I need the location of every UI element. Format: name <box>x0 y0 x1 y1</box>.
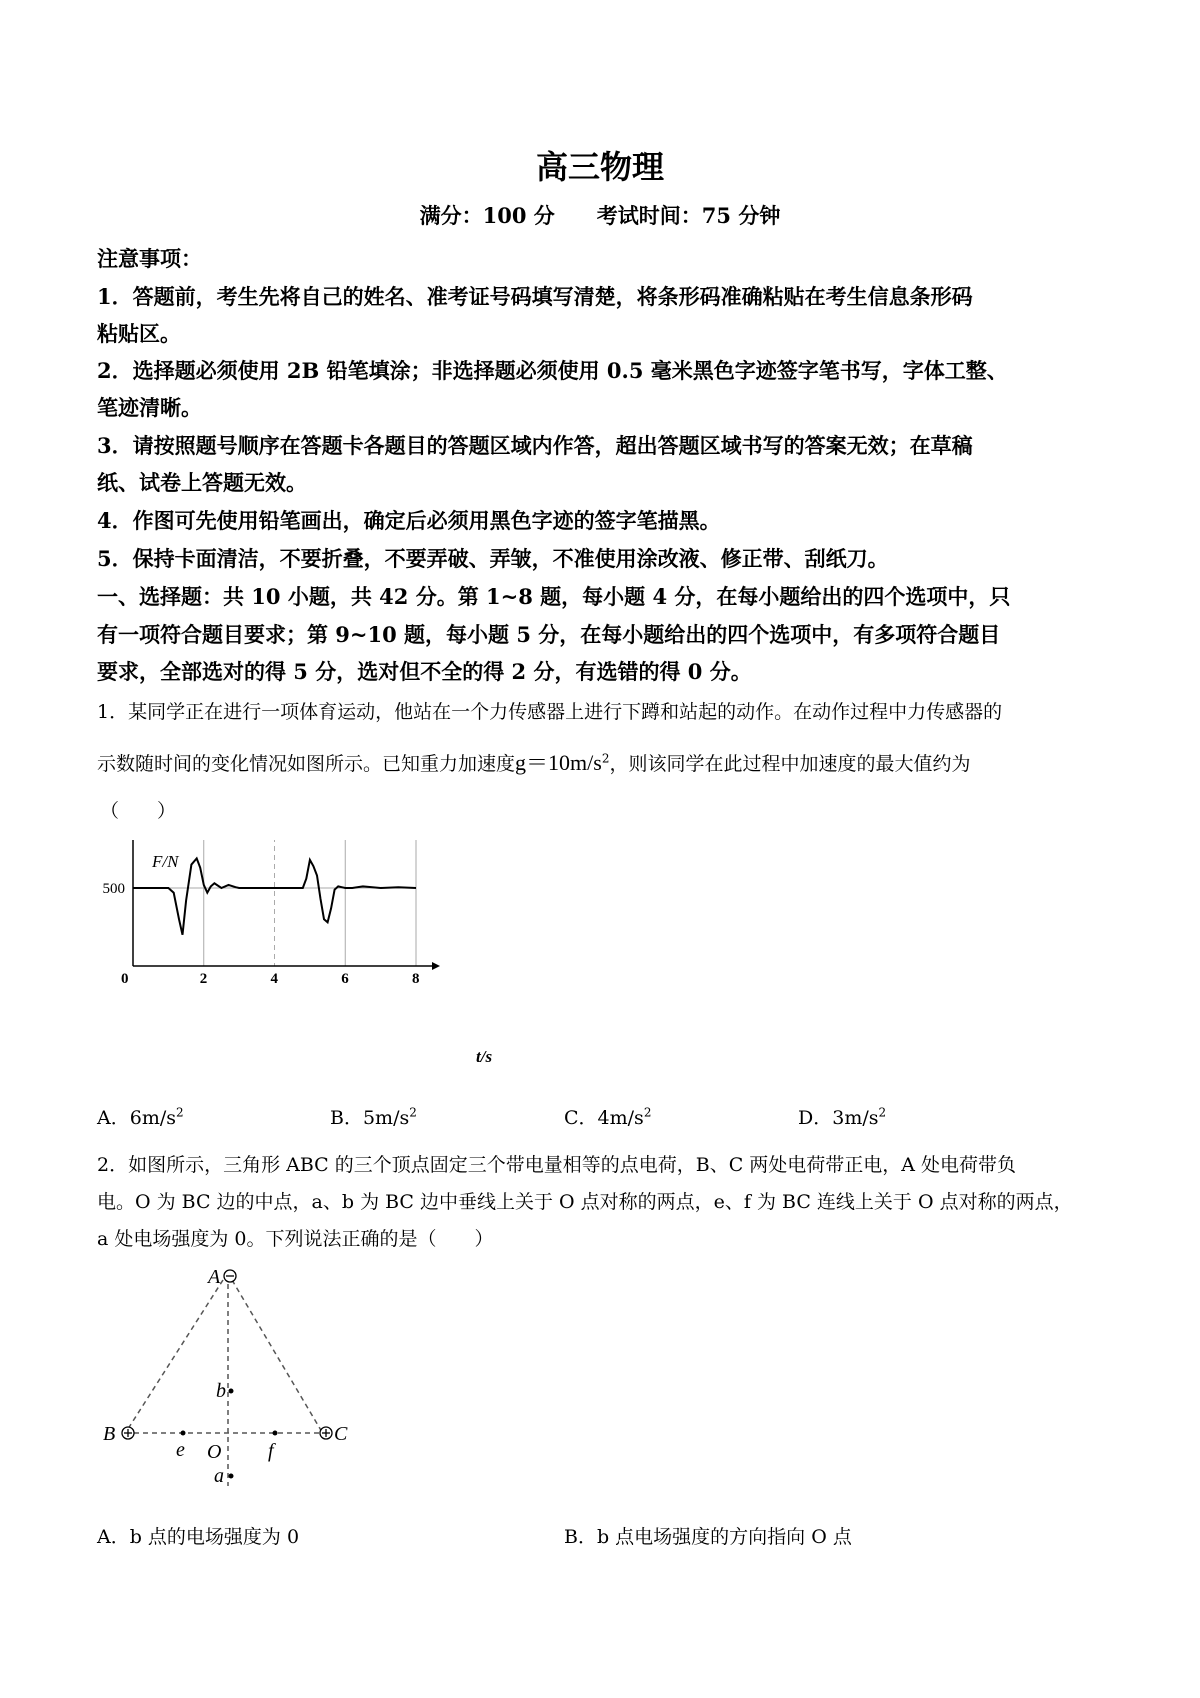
q1-stem-text: 示数随时间的变化情况如图所示。已知重力加速度 <box>97 753 516 775</box>
option-value: 6m/s <box>129 1107 176 1129</box>
section-line: 要求，全部选对的得 5 分，选对但不全的得 2 分，有选错的得 0 分。 <box>97 659 752 684</box>
option-label: B． <box>330 1107 363 1129</box>
q1-stem-text: ，则该同学在此过程中加速度的最大值约为 <box>609 753 971 775</box>
point-b <box>229 1389 234 1394</box>
option-b[interactable] <box>330 1103 417 1130</box>
label-e: e <box>176 1439 185 1461</box>
point-e <box>181 1431 186 1436</box>
x-tick-label: 6 <box>341 971 349 987</box>
option-label: D． <box>798 1107 833 1129</box>
q2-option-b[interactable]: B．b 点电场强度的方向指向 O 点 <box>564 1526 852 1548</box>
x-tick-label: 4 <box>270 971 278 987</box>
option-label: A． <box>97 1107 130 1129</box>
notice-line: 粘贴区。 <box>97 321 181 346</box>
label-c-vertex: C <box>334 1423 348 1445</box>
option-exponent: 2 <box>176 1105 184 1120</box>
notice-line: 3．请按照题号顺序在答题卡各题目的答题区域内作答，超出答题区域书写的答案无效；在草稿 <box>97 433 973 458</box>
label-b-point: b <box>216 1380 226 1402</box>
q1-stem-line: 1．某同学正在进行一项体育运动，他站在一个力传感器上进行下蹲和站起的动作。在动作过程中力传感器的 <box>97 701 1003 723</box>
point-f <box>273 1431 278 1436</box>
x-tick-label: 8 <box>412 971 420 987</box>
point-a <box>229 1474 234 1479</box>
side-ab <box>126 1280 223 1432</box>
notice-line: 1．答题前，考生先将自己的姓名、准考证号码填写清楚，将条形码准确粘贴在考生信息条形码 <box>97 284 973 309</box>
notice-heading: 注意事项： <box>97 246 202 271</box>
notice-line: 4．作图可先使用铅笔画出，确定后必须用黑色字迹的签字笔描黑。 <box>97 508 721 533</box>
page-title: 高三物理 <box>535 148 664 186</box>
q1-stem-line <box>97 746 970 777</box>
option-d[interactable] <box>798 1103 886 1130</box>
q2-option-a[interactable]: A．b 点的电场强度为 0 <box>97 1526 300 1548</box>
option-exponent: 2 <box>409 1105 417 1120</box>
label-f: f <box>268 1440 274 1462</box>
notice-line: 2．选择题必须使用 2B 铅笔填涂；非选择题必须使用 0.5 毫米黑色字迹签字笔书写，字体工整、 <box>97 358 1008 383</box>
answer-bracket: （ ） <box>100 800 177 822</box>
q2-stem-line: 电。O 为 BC 边的中点，a、b 为 BC 边中垂线上关于 O 点对称的两点，e、f 为 BC 连线上关于 O 点对称的两点， <box>97 1191 1073 1213</box>
x-axis-arrow <box>432 962 440 970</box>
option-a[interactable] <box>97 1103 184 1130</box>
option-label: C． <box>564 1107 598 1129</box>
notice-line: 5．保持卡面清洁，不要折叠，不要弄破、弄皱，不准使用涂改液、修正带、刮纸刀。 <box>97 546 889 571</box>
notice-line: 纸、试卷上答题无效。 <box>97 470 307 495</box>
label-o: O <box>207 1441 222 1463</box>
option-exponent: 2 <box>643 1105 652 1120</box>
y-axis-label: F/N <box>152 852 179 871</box>
chart-ticks <box>95 840 420 987</box>
gravity-formula: g＝10m/s <box>515 750 602 775</box>
notice-line: 笔迹清晰。 <box>97 395 202 420</box>
label-b-vertex: B <box>103 1423 116 1445</box>
x-axis-label: t/s <box>476 1047 493 1066</box>
q2-stem-line: 2．如图所示，三角形 ABC 的三个顶点固定三个带电量相等的点电荷，B、C 两处电荷带正电，A 处电荷带负 <box>97 1154 1017 1176</box>
force-time-chart <box>90 840 510 1080</box>
option-value: 3m/s <box>832 1107 879 1129</box>
gravity-exponent: 2 <box>601 751 610 766</box>
option-c[interactable] <box>564 1103 651 1130</box>
option-exponent: 2 <box>878 1105 887 1120</box>
triangle-charge-diagram <box>95 1262 365 1492</box>
option-value: 4m/s <box>597 1107 644 1129</box>
side-ac <box>232 1280 322 1432</box>
x-tick-label: 0 <box>121 971 129 987</box>
q2-stem-line: a 处电场强度为 0。下列说法正确的是（ ） <box>97 1228 494 1250</box>
exam-info: 满分：100 分 考试时间：75 分钟 <box>419 203 781 228</box>
x-tick-label: 2 <box>199 971 208 987</box>
section-line: 有一项符合题目要求；第 9~10 题，每小题 5 分，在每小题给出的四个选项中，有多项符合题目 <box>97 622 1001 647</box>
section-line: 一、选择题：共 10 小题，共 42 分。第 1~8 题，每小题 4 分，在每小题给出的四个选项中，只 <box>97 584 1011 609</box>
label-a-point: a <box>214 1465 224 1487</box>
y-tick-label: 500 <box>102 881 125 897</box>
label-a-vertex: A <box>208 1266 221 1288</box>
option-value: 5m/s <box>362 1107 410 1129</box>
